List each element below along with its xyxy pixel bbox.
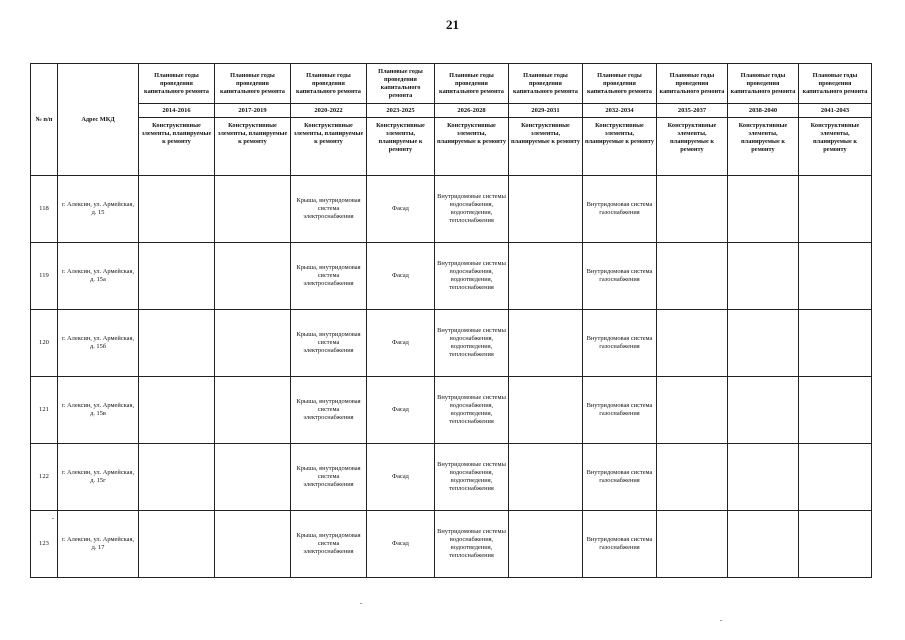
table-row — [31, 377, 872, 444]
row-number: 118 — [31, 176, 58, 243]
planned-elements-cell — [139, 444, 215, 511]
planned-elements-cell — [139, 511, 215, 578]
planned-elements-cell — [215, 243, 291, 310]
row-number: 123 — [31, 511, 58, 578]
planned-elements-cell — [657, 377, 728, 444]
period-years: 2023-2025 — [367, 104, 435, 118]
planned-elements-cell — [799, 511, 872, 578]
period-elements-header: Конструктивные элементы, планируемые к ремонту — [657, 118, 728, 176]
planned-elements-cell: Внутридомовые системы водоснабжения, водоотведения, теплоснабжения — [435, 310, 509, 377]
planned-elements-cell — [139, 310, 215, 377]
period-elements-header: Конструктивные элементы, планируемые к ремонту — [435, 118, 509, 176]
header-row-periods — [31, 64, 872, 104]
column-header-address: Адрес МКД — [58, 64, 139, 176]
planned-elements-cell: Внутридомовая система газоснабжения — [583, 444, 657, 511]
header-row-years — [31, 104, 872, 118]
column-header-number: № п/п — [31, 64, 58, 176]
row-number: 121 — [31, 377, 58, 444]
row-address: г. Алексин, ул. Армейская, д. 15г — [58, 444, 139, 511]
period-elements-header: Конструктивные элементы, планируемые к ремонту — [728, 118, 799, 176]
period-years: 2041-2043 — [799, 104, 872, 118]
planned-elements-cell — [215, 511, 291, 578]
planned-elements-cell: Внутридомовая система газоснабжения — [583, 377, 657, 444]
period-elements-header: Конструктивные элементы, планируемые к ремонту — [583, 118, 657, 176]
planned-elements-cell — [509, 444, 583, 511]
period-years: 2026-2028 — [435, 104, 509, 118]
planned-elements-cell — [728, 444, 799, 511]
planned-elements-cell — [215, 377, 291, 444]
planned-elements-cell: Внутридомовая система газоснабжения — [583, 511, 657, 578]
planned-elements-cell — [657, 310, 728, 377]
planned-elements-cell: Фасад — [367, 310, 435, 377]
planned-elements-cell — [215, 310, 291, 377]
row-address: г. Алексин, ул. Армейская, д. 17 — [58, 511, 139, 578]
planned-elements-cell — [728, 243, 799, 310]
scan-speck — [360, 603, 362, 604]
planned-elements-cell — [509, 243, 583, 310]
table-row — [31, 176, 872, 243]
planned-elements-cell — [657, 176, 728, 243]
planned-elements-cell: Крыша, внутридомовая система электроснабжения — [291, 310, 367, 377]
planned-elements-cell: Внутридомовая система газоснабжения — [583, 243, 657, 310]
planned-elements-cell: Фасад — [367, 511, 435, 578]
period-heading: Плановые годы проведения капитального ремонта — [139, 64, 215, 104]
row-number: 119 — [31, 243, 58, 310]
period-heading: Плановые годы проведения капитального ремонта — [367, 64, 435, 104]
period-heading: Плановые годы проведения капитального ремонта — [728, 64, 799, 104]
period-heading: Плановые годы проведения капитального ремонта — [799, 64, 872, 104]
planned-elements-cell: Внутридомовые системы водоснабжения, водоотведения, теплоснабжения — [435, 377, 509, 444]
scan-speck — [720, 620, 722, 621]
planned-elements-cell — [799, 377, 872, 444]
planned-elements-cell — [509, 310, 583, 377]
row-address: г. Алексин, ул. Армейская, д. 15а — [58, 243, 139, 310]
planned-elements-cell — [509, 377, 583, 444]
planned-elements-cell: Крыша, внутридомовая система электроснабжения — [291, 444, 367, 511]
table-row — [31, 511, 872, 578]
planned-elements-cell — [509, 176, 583, 243]
period-heading: Плановые годы проведения капитального ремонта — [583, 64, 657, 104]
period-elements-header: Конструктивные элементы, планируемые к ремонту — [367, 118, 435, 176]
planned-elements-cell — [215, 176, 291, 243]
period-elements-header: Конструктивные элементы, планируемые к ремонту — [139, 118, 215, 176]
period-years: 2014-2016 — [139, 104, 215, 118]
period-heading: Плановые годы проведения капитального ремонта — [657, 64, 728, 104]
period-elements-header: Конструктивные элементы, планируемые к ремонту — [291, 118, 367, 176]
planned-elements-cell: Крыша, внутридомовая система электроснабжения — [291, 176, 367, 243]
planned-elements-cell — [139, 243, 215, 310]
period-heading: Плановые годы проведения капитального ремонта — [215, 64, 291, 104]
header-row-elements — [31, 118, 872, 176]
planned-elements-cell: Фасад — [367, 444, 435, 511]
planned-elements-cell — [657, 444, 728, 511]
period-years: 2038-2040 — [728, 104, 799, 118]
row-address: г. Алексин, ул. Армейская, д. 15в — [58, 377, 139, 444]
table-body — [31, 176, 872, 578]
page-number: 21 — [446, 17, 459, 32]
period-years: 2029-2031 — [509, 104, 583, 118]
planned-elements-cell — [215, 444, 291, 511]
planned-elements-cell: Внутридомовые системы водоснабжения, водоотведения, теплоснабжения — [435, 176, 509, 243]
planned-elements-cell: Внутридомовые системы водоснабжения, водоотведения, теплоснабжения — [435, 243, 509, 310]
planned-elements-cell — [657, 243, 728, 310]
planned-elements-cell — [728, 310, 799, 377]
planned-elements-cell: Внутридомовая система газоснабжения — [583, 176, 657, 243]
row-number: 120 — [31, 310, 58, 377]
planned-elements-cell: Фасад — [367, 377, 435, 444]
row-address: г. Алексин, ул. Армейская, д. 15б — [58, 310, 139, 377]
capital-repair-plan-table — [30, 63, 872, 578]
planned-elements-cell: Внутридомовые системы водоснабжения, водоотведения, теплоснабжения — [435, 511, 509, 578]
planned-elements-cell — [728, 511, 799, 578]
planned-elements-cell: Внутридомовая система газоснабжения — [583, 310, 657, 377]
planned-elements-cell — [799, 243, 872, 310]
planned-elements-cell — [728, 176, 799, 243]
planned-elements-cell: Фасад — [367, 243, 435, 310]
planned-elements-cell — [139, 176, 215, 243]
planned-elements-cell: Крыша, внутридомовая система электроснабжения — [291, 377, 367, 444]
period-heading: Плановые годы проведения капитального ремонта — [509, 64, 583, 104]
period-elements-header: Конструктивные элементы, планируемые к ремонту — [215, 118, 291, 176]
planned-elements-cell: Крыша, внутридомовая система электроснабжения — [291, 511, 367, 578]
row-number: 122 — [31, 444, 58, 511]
table-row — [31, 243, 872, 310]
planned-elements-cell: Фасад — [367, 176, 435, 243]
planned-elements-cell: Внутридомовые системы водоснабжения, водоотведения, теплоснабжения — [435, 444, 509, 511]
period-years: 2017-2019 — [215, 104, 291, 118]
planned-elements-cell — [799, 444, 872, 511]
period-elements-header: Конструктивные элементы, планируемые к ремонту — [509, 118, 583, 176]
row-address: г. Алексин, ул. Армейская, д. 15 — [58, 176, 139, 243]
period-heading: Плановые годы проведения капитального ремонта — [435, 64, 509, 104]
period-elements-header: Конструктивные элементы, планируемые к ремонту — [799, 118, 872, 176]
planned-elements-cell — [657, 511, 728, 578]
planned-elements-cell — [509, 511, 583, 578]
table-header — [31, 64, 872, 176]
period-heading: Плановые годы проведения капитального ремонта — [291, 64, 367, 104]
planned-elements-cell — [799, 176, 872, 243]
scan-speck — [52, 518, 54, 519]
planned-elements-cell: Крыша, внутридомовая система электроснабжения — [291, 243, 367, 310]
period-years: 2020-2022 — [291, 104, 367, 118]
planned-elements-cell — [728, 377, 799, 444]
table-row — [31, 444, 872, 511]
period-years: 2035-2037 — [657, 104, 728, 118]
planned-elements-cell — [799, 310, 872, 377]
period-years: 2032-2034 — [583, 104, 657, 118]
table-row — [31, 310, 872, 377]
planned-elements-cell — [139, 377, 215, 444]
